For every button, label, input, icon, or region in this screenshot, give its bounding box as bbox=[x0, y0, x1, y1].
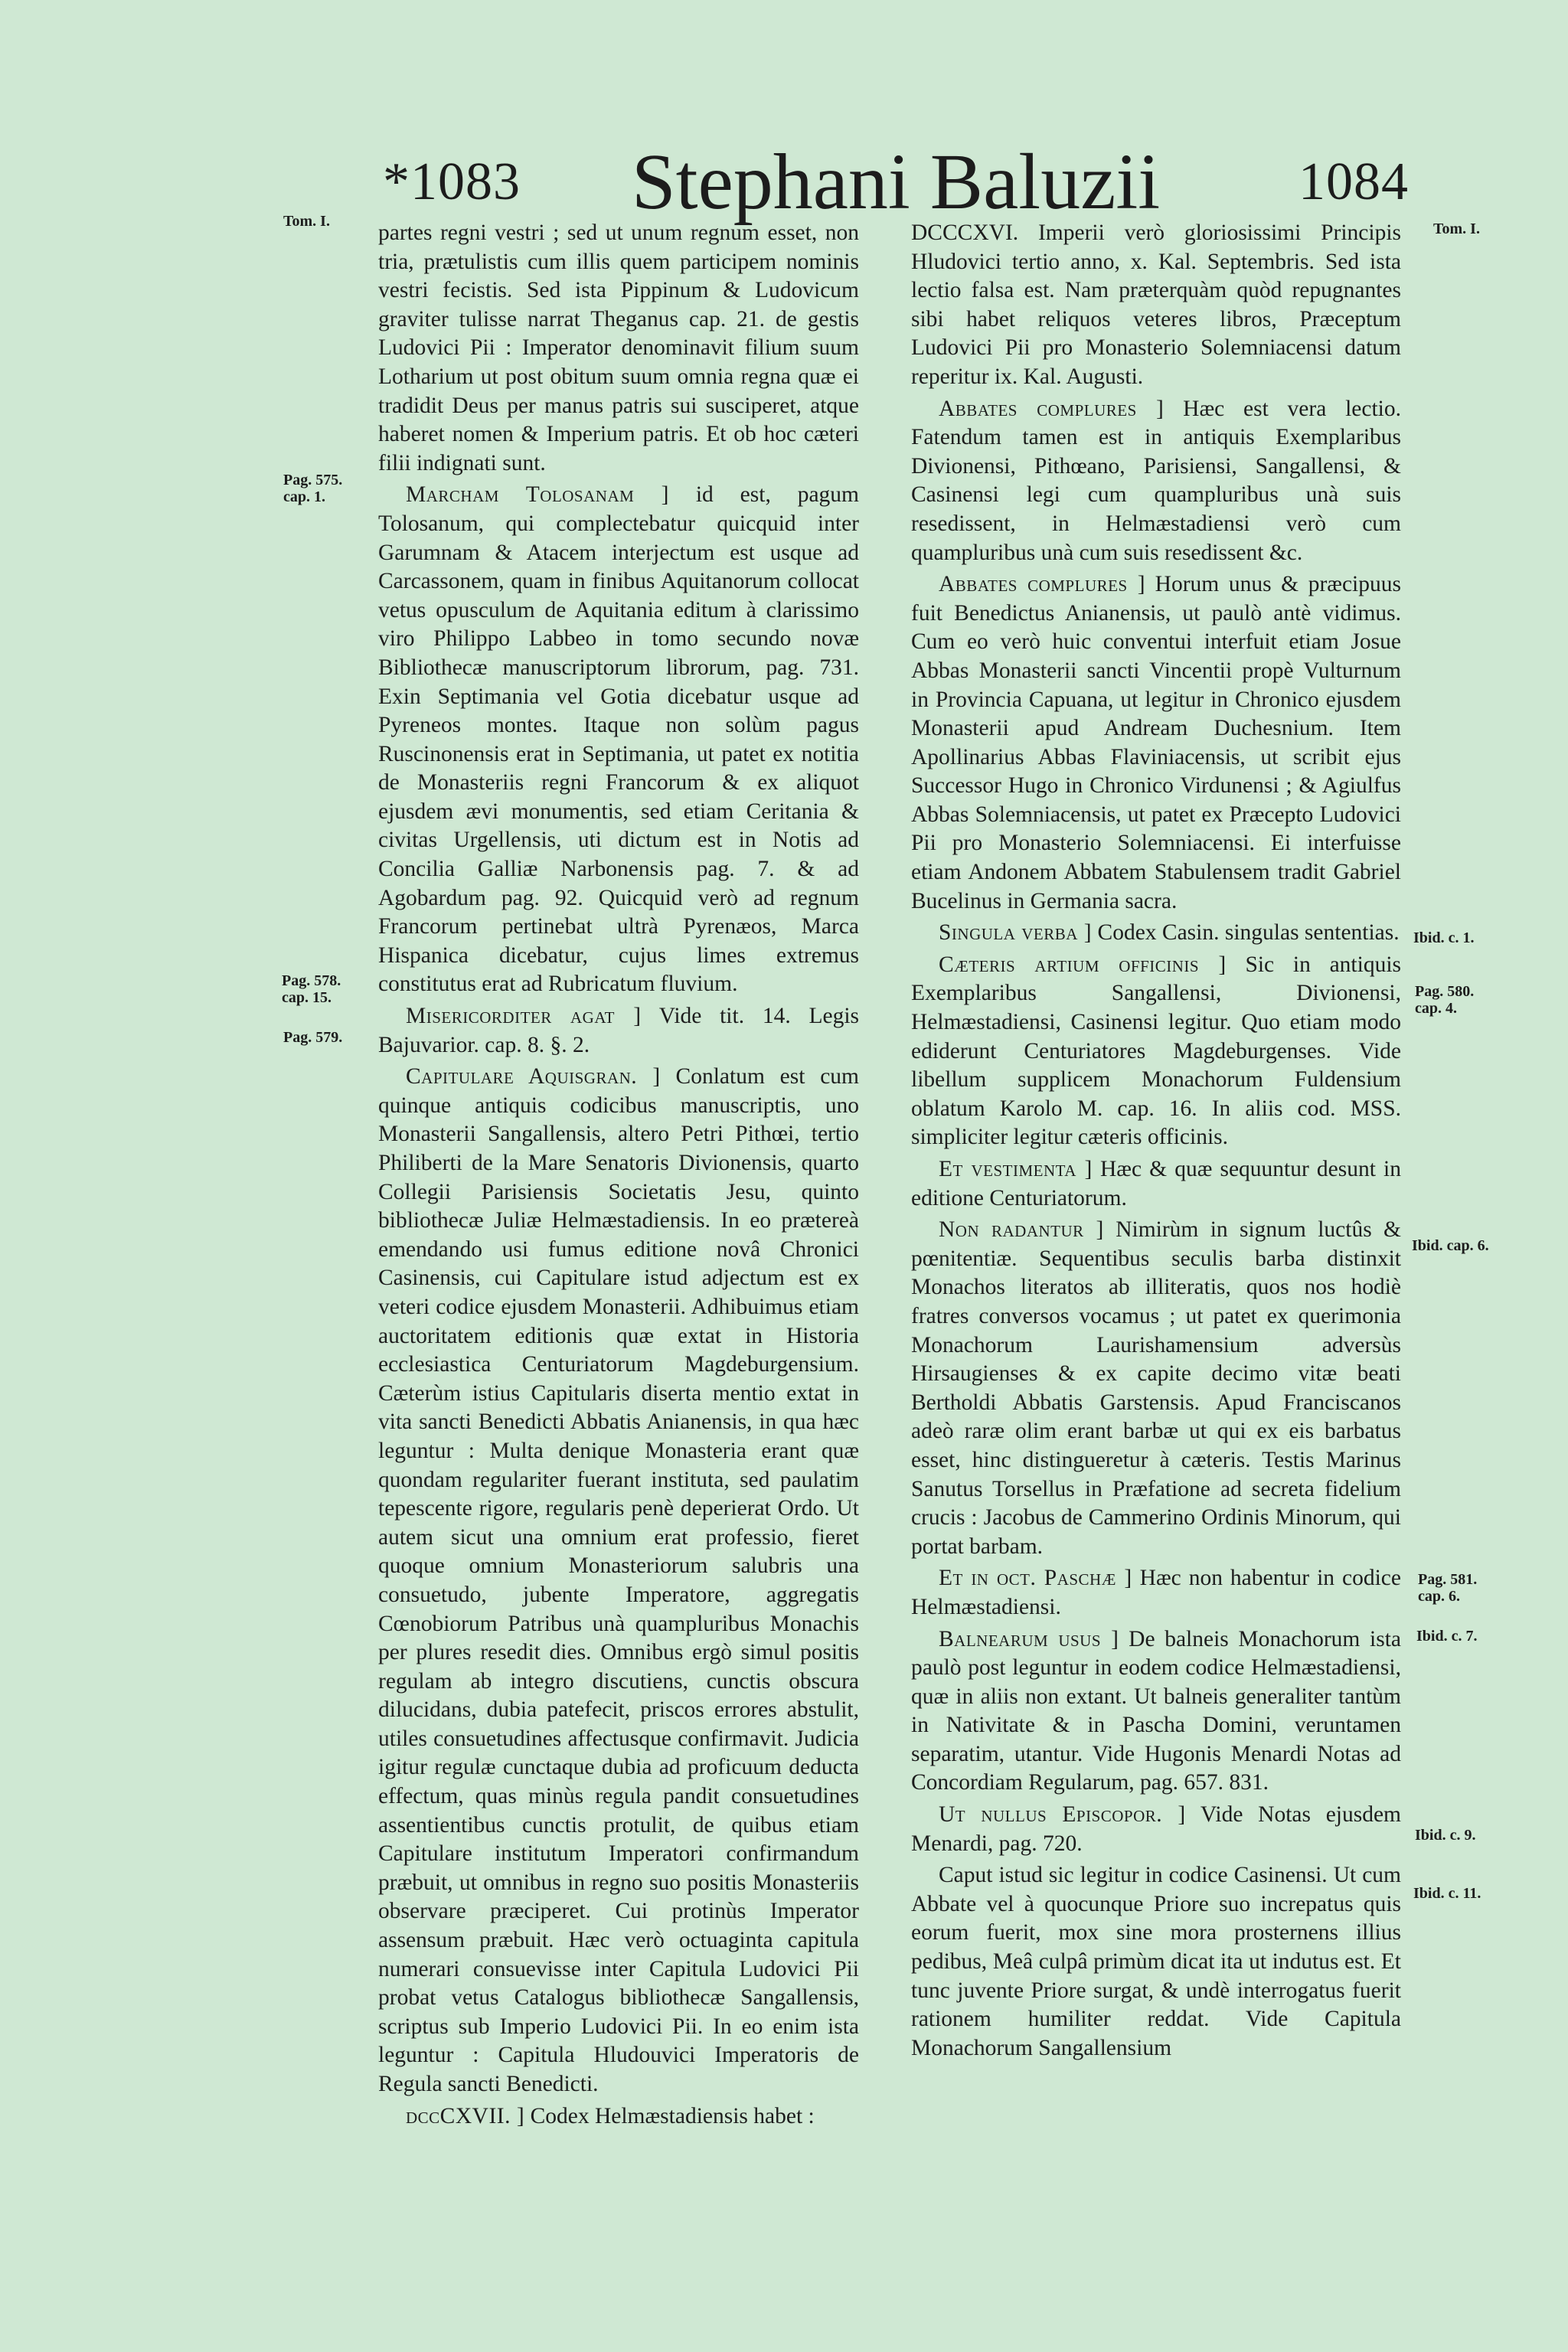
paragraph bbox=[911, 1564, 1401, 1622]
paragraph bbox=[911, 1216, 1401, 1561]
lemma: Abbates complures ] bbox=[939, 572, 1146, 597]
paragraph bbox=[911, 1155, 1401, 1213]
lemma: Capitulare Aquisgran. ] bbox=[406, 1064, 661, 1089]
paragraph-text: Hæc est vera lectio. Fatendum tamen est in antiquis Exemplaribus Divionensi, Pithœano, Parisiensi, Sangallensi, & Casinensi legi cum quampluribus unà suis resedissent, in Helmæstadiensi verò cum quampluribus unà cum suis resedissent &c. bbox=[911, 396, 1401, 565]
paragraph bbox=[911, 395, 1401, 568]
lemma: Abbates complures ] bbox=[939, 396, 1165, 421]
paragraph-text: Hæc non habentur in codice Helmæstadiensi. bbox=[911, 1566, 1401, 1619]
paragraph bbox=[378, 481, 859, 999]
lemma: Misericorditer agat ] bbox=[406, 1004, 642, 1029]
lemma: Marcham Tolosanam ] bbox=[406, 482, 669, 508]
paragraph-text: Nimirùm in signum luctûs & pœnitentiæ. Sequentibus seculis barba distinxit Monachos literatos ab illiteratis, quos nos hodiè fratres conversos vocamus ; ut patet ex querimonia Monachorum Laurishamensium adversùs Hirsaugienses & ex capite decimo vitæ beati Bertholdi Abbatis Garstensis. Apud Franciscanos adeò raræ olim erant barbæ ut qui ex eis barbatus esset, hinc distingueretur à cæteris. Testis Marinus Sanutus Torsellus in Præfatione ad secreta fidelium crucis : Jacobus de Cammerino Ordinis Minorum, qui portat barbam. bbox=[911, 1217, 1401, 1559]
margin-note-right: Pag. 581. cap. 6. bbox=[1418, 1571, 1478, 1605]
paragraph bbox=[378, 1002, 859, 1060]
margin-note-right: Tom. I. bbox=[1433, 220, 1480, 237]
page-number-right: 1084 bbox=[1298, 152, 1409, 211]
lemma: Et vestimenta ] bbox=[939, 1157, 1093, 1181]
paragraph bbox=[911, 1801, 1401, 1858]
margin-note-right: Ibid. c. 9. bbox=[1415, 1827, 1476, 1844]
margin-note-left: Tom. I. bbox=[283, 213, 330, 230]
paragraph bbox=[911, 219, 1401, 392]
margin-note-left: Pag. 578. cap. 15. bbox=[282, 972, 341, 1006]
text-column-right bbox=[911, 219, 1401, 2063]
paragraph bbox=[378, 2102, 859, 2132]
margin-note-right: Ibid. c. 7. bbox=[1416, 1628, 1478, 1645]
paragraph-text: Caput istud sic legitur in codice Casinensi. Ut cum Abbate vel à quocunque Priore suo increpatus quis eorum fuerit, mox sine mora prosternens illius pedibus, Meâ culpâ primùm dicat ita ut indutus est. Et tunc juvente Priore surgat, & undè interrogatus fuerit rationem humiliter reddat. Vide Capitula Monachorum Sangallensium bbox=[911, 1863, 1401, 2060]
page-number-left: *1083 bbox=[383, 152, 521, 211]
lemma: Et in oct. Paschæ ] bbox=[939, 1566, 1132, 1591]
paragraph-text: partes regni vestri ; sed ut unum regnum esset, non tria, prætulistis cum illis quem participem nominis vestri fecistis. Sed ista Pippinum & Ludovicum graviter tulisse narrat Theganus cap. 21. de gestis Ludovici Pii : Imperator denominavit filium suum Lotharium ut post obitum suum omnia regna quæ ei tradidit Deus per manus patris sui susciperet, atque haberet nomen & Imperium patris. Et ob hoc cæteri filii indignati sunt. bbox=[378, 220, 859, 475]
paragraph-text: DCCCXVI. Imperii verò gloriosissimi Principis Hludovici tertio anno, x. Kal. Septembris. Sed ista lectio falsa est. Nam præterquàm quòd repugnantes sibi habet reliquos veteres libros, Præceptum Ludovici Pii pro Monasterio Solemniacensi datum reperitur ix. Kal. Augusti. bbox=[911, 220, 1401, 389]
running-title: Stephani Baluzii bbox=[631, 138, 1161, 226]
paragraph-text: Conlatum est cum quinque antiquis codicibus manuscriptis, uno Monasterii Sangallensis, altero Petri Pithœi, tertio Philiberti de la Mare Senatoris Divionensis, quarto Collegii Parisiensis Societatis Jesu, quinto bibliothecæ Juliæ Helmæstadiensis. In eo prætereà emendando usi fumus editione novâ Chronici Casinensis, cui Capitulare istud adjectum est ex veteri codice ejusdem Monasterii. Adhibuimus etiam auctoritatem editionis quæ extat in Historia ecclesiastica Centuriatorum Magdeburgensium. Cæterùm istius Capitularis diserta mentio extat in vita sancti Benedicti Abbatis Anianensis, in qua hæc leguntur : Multa denique Monasteria erant quæ quondam regulariter fuerant instituta, sed paulatim tepescente rigore, regularis penè deperierat Ordo. Ut autem sicut una omnium erat professio, fieret quoque omnium Monasteriorum salubris una consuetudo, jubente Imperatore, aggregatis Cœnobiorum Patribus unà quampluribus Monachis per plures resedit dies. Omnibus ergò simul positis regulam ab integro discutiens, cunctis obscura dilucidans, dubia patefecit, priscos errores abstulit, utiles consuetudines affectusque confirmavit. Judicia igitur regulæ cunctaque dubia ad proficuum deducta effectum, quas minùs regula pandit consuetudines assentientibus cunctis protulit, de quibus etiam Capitulare institutum Imperatori confirmandum præbuit, ut omnibus in regno suo positis Monasteriis observare præciperet. Cui protinùs Imperator assensum præbuit. Hæc verò octuaginta capitula numerari consuevisse inter Capitula Ludovici Pii probat vetus Catalogus bibliothecæ Sangallensis, scriptus sub Imperio Ludovici Pii. In eo enim ista leguntur : Capitula Hludouvici Imperatoris de Regula sancti Benedicti. bbox=[378, 1064, 859, 2096]
running-header bbox=[383, 129, 1409, 226]
paragraph-text: Vide tit. 14. Legis Bajuvarior. cap. 8. §. 2. bbox=[378, 1004, 859, 1057]
paragraph-text: id est, pagum Tolosanum, qui complectebatur quicquid inter Garumnam & Atacem interjectum est usque ad Carcassonem, quam in finibus Aquitanorum collocat vetus opusculum de Aquitania editum à clarissimo viro Philippo Labbeo in tomo secundo novæ Bibliothecæ manuscriptorum librorum, pag. 731. Exin Septimania vel Gotia dicebatur usque ad Pyreneos montes. Itaque non solùm pagus Ruscinonensis erat in Septimania, ut patet ex notitia de Monasteriis regni Francorum & ex aliquot ejusdem ævi monumentis, sed etiam Ceritania & civitas Urgellensis, uti dictum est in Notis ad Concilia Galliæ Narbonensis pag. 7. & ad Agobardum pag. 92. Quicquid verò ad regnum Francorum pertinebat ultrà Pyrenæos, Marca Hispanica dicebatur, cujus limes extremus constitutus erat ad Rubricatum fluvium. bbox=[378, 482, 859, 997]
lemma: dccCXVII. ] bbox=[406, 2103, 525, 2128]
lemma: Balnearum usus ] bbox=[939, 1626, 1119, 1651]
text-column-left bbox=[378, 219, 859, 2131]
paragraph-text: Codex Casin. singulas sententias. bbox=[1092, 920, 1400, 946]
margin-note-left: Pag. 579. bbox=[283, 1029, 343, 1046]
lemma: Cæteris artium officinis ] bbox=[939, 952, 1227, 977]
lemma: Singula verba ] bbox=[939, 920, 1093, 946]
paragraph bbox=[378, 1063, 859, 2099]
paragraph-text: Vide Notas ejusdem Menardi, pag. 720. bbox=[911, 1802, 1402, 1856]
paragraph-text: De balneis Monachorum ista paulò post leguntur in eodem codice Helmæstadiensi, quæ in aliis non extant. Ut balneis generaliter tantùm in Nativitate & in Pascha Domini, veruntamen separatim, utantur. Vide Hugonis Menardi Notas ad Concordiam Regularum, pag. 657. 831. bbox=[911, 1626, 1401, 1795]
margin-note-right: Ibid. c. 1. bbox=[1413, 929, 1475, 946]
margin-note-right: Ibid. c. 11. bbox=[1413, 1885, 1481, 1902]
paragraph-text: Hæc & quæ sequuntur desunt in editione Centuriatorum. bbox=[911, 1157, 1401, 1210]
margin-note-right: Ibid. cap. 6. bbox=[1412, 1237, 1489, 1254]
paragraph-text: Codex Helmæstadiensis habet : bbox=[524, 2103, 815, 2128]
paragraph bbox=[911, 1625, 1401, 1798]
paragraph bbox=[911, 951, 1401, 1152]
margin-note-right: Pag. 580. cap. 4. bbox=[1415, 983, 1475, 1017]
paragraph bbox=[911, 1861, 1401, 2063]
lemma: Ut nullus Episcopor. ] bbox=[939, 1802, 1186, 1828]
paragraph-text: Horum unus & præcipuus fuit Benedictus Anianensis, ut paulò antè vidimus. Cum eo verò huic conventui interfuit etiam Josue Abbas Monasterii sancti Vincentii propè Vulturnum in Provincia Capuana, ut legitur in Chronico ejusdem Monasterii apud Andream Duchesnium. Item Apollinarius Abbas Flaviniacensis, ut scribit ejus Successor Hugo in Chronico Virdunensi ; & Agiulfus Abbas Solemniacensis, ut patet ex Præcepto Ludovici Pii pro Monasterio Solemniacensi. Ei interfuisse etiam Andonem Abbatem Stabulensem tradit Gabriel Bucelinus in Germania sacra. bbox=[911, 572, 1401, 913]
paragraph bbox=[911, 919, 1401, 948]
margin-note-left: Pag. 575. cap. 1. bbox=[283, 472, 343, 505]
lemma: Non radantur ] bbox=[939, 1217, 1104, 1243]
paragraph bbox=[911, 570, 1401, 916]
paragraph-text: Sic in antiquis Exemplaribus Sangallensi, Divionensi, Helmæstadiensi, Casinensi legitur. Quo etiam modo ediderunt Centuriatores Magdeburgenses. Vide libellum supplicem Monachorum Fuldensium oblatum Karolo M. cap. 16. In aliis cod. MSS. simpliciter legitur cæteris officinis. bbox=[911, 952, 1401, 1150]
paragraph bbox=[378, 219, 859, 478]
